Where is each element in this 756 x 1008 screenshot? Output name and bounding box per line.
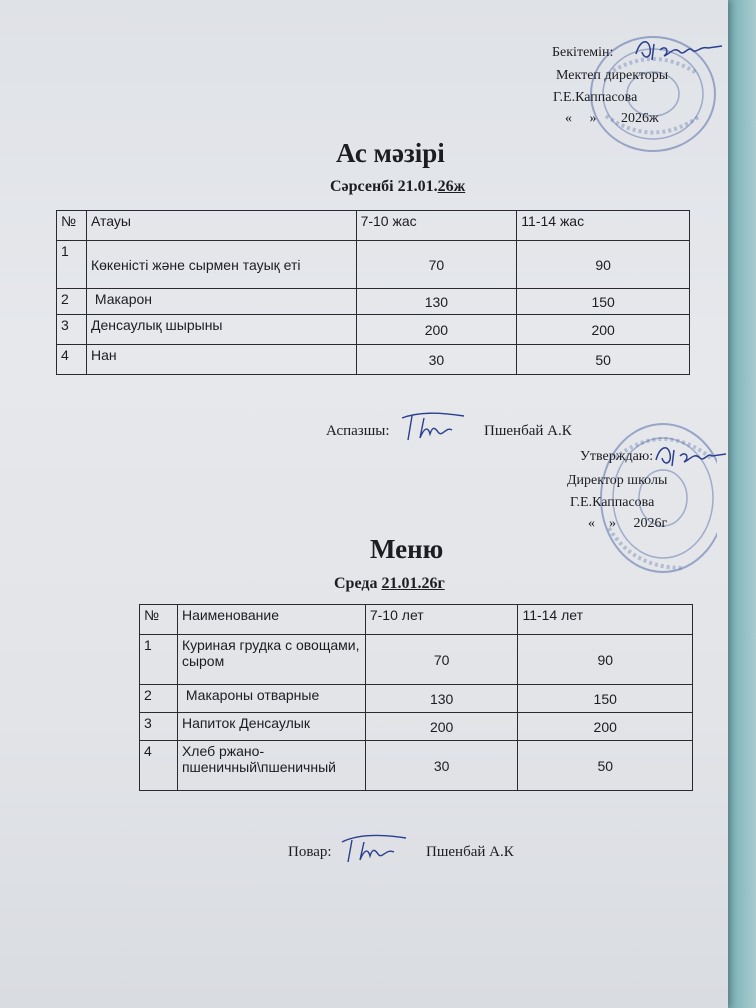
cook-name-ru: Пшенбай А.К [426,844,514,860]
row-number: 2 [57,289,87,315]
cook-signature-kz [398,408,468,449]
portion-11-14: 150 [517,289,690,315]
portion-7-10: 30 [365,741,518,791]
row-number: 3 [140,713,178,741]
table-row [140,685,693,713]
dish-name: Макароны отварные [177,685,365,713]
header-cell: 11-14 лет [518,605,693,635]
header-cell: Наименование [177,605,365,635]
table-header-row [140,605,693,635]
portion-7-10: 130 [356,289,517,315]
cook-signature-ru [338,830,410,871]
table-row [140,635,693,685]
table-row [57,345,690,375]
header-cell: 7-10 лет [365,605,518,635]
portion-7-10: 200 [365,713,518,741]
date-kz-b: 26ж [437,178,466,195]
dish-name: Хлеб ржано-пшеничный\пшеничный [177,741,365,791]
row-number: 1 [57,241,87,289]
director-signature-kz [630,34,725,69]
dish-name: Напиток Денсаулык [177,713,365,741]
cook-name-kz: Пшенбай А.К [484,423,572,439]
approve-position-ru: Директор школы [567,473,668,488]
dish-name: Нан [86,345,356,375]
cook-label-ru: Повар: [288,844,332,860]
dish-name: Куриная грудка с овощами, сыром [177,635,365,685]
table-header-row [57,211,690,241]
approve-date-kz: « » 2026ж [565,111,659,126]
portion-11-14: 90 [517,241,690,289]
table-row [140,741,693,791]
date-ru: 21.01.26г [381,575,445,592]
row-number: 4 [140,741,178,791]
header-cell: 7-10 жас [356,211,517,241]
row-number: 1 [140,635,178,685]
portion-7-10: 30 [356,345,517,375]
dish-name: Макарон [86,289,356,315]
director-signature-ru [652,440,728,475]
day-ru: Среда [334,575,378,592]
date-line-ru [334,575,445,593]
header-cell: Атауы [86,211,356,241]
dish-name: Денсаулық шырыны [86,315,356,345]
approve-date-ru: « » 2026г [588,516,668,531]
dish-name: Көкеністі және сырмен тауық еті [86,241,356,289]
table-row [57,289,690,315]
portion-7-10: 70 [365,635,518,685]
row-number: 4 [57,345,87,375]
date-line-kz [330,178,465,196]
approve-label-kz: Бекітемін: [552,45,614,60]
portion-11-14: 200 [518,713,693,741]
header-cell: № [57,211,87,241]
portion-7-10: 130 [365,685,518,713]
approve-name-kz: Г.Е.Каппасова [553,90,638,105]
row-number: 3 [57,315,87,345]
cook-label-kz: Аспазшы: [326,423,390,439]
portion-7-10: 200 [356,315,517,345]
menu-table-kz [56,210,690,375]
day-kz: Сәрсенбі [330,178,394,195]
page-title-ru: Меню [370,534,444,564]
row-number: 2 [140,685,178,713]
approve-label-ru: Утверждаю: [580,449,654,464]
portion-11-14: 50 [518,741,693,791]
approve-name-ru: Г.Е.Каппасова [570,495,655,510]
portion-11-14: 150 [518,685,693,713]
portion-11-14: 200 [517,315,690,345]
approve-position-kz: Мектеп директоры [556,68,669,83]
table-row [57,241,690,289]
header-cell: 11-14 жас [517,211,690,241]
table-row [140,713,693,741]
portion-11-14: 90 [518,635,693,685]
page-title-kz: Ас мәзірі [336,138,445,168]
table-row [57,315,690,345]
portion-7-10: 70 [356,241,517,289]
header-cell: № [140,605,178,635]
menu-table-ru [139,604,693,791]
date-kz-a: 21.01. [397,178,438,195]
portion-11-14: 50 [517,345,690,375]
